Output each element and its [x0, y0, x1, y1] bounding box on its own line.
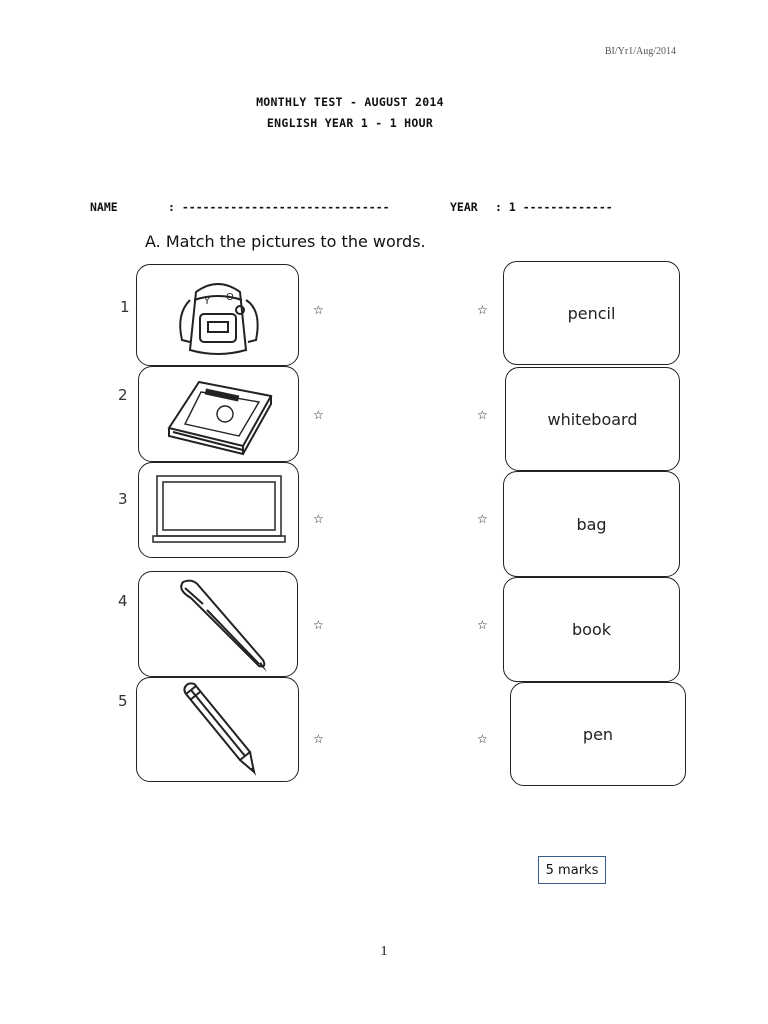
pen-icon — [163, 574, 273, 674]
word-box-pencil[interactable]: pencil — [503, 261, 680, 365]
svg-text:O: O — [225, 292, 234, 303]
name-field[interactable]: : ------------------------------ — [168, 200, 390, 214]
whiteboard-icon — [149, 470, 289, 550]
document-code: BI/Yr1/Aug/2014 — [604, 46, 676, 57]
bag-icon — [168, 270, 268, 360]
match-point-right[interactable]: ☆ — [477, 512, 488, 526]
match-point-left[interactable]: ☆ — [313, 303, 324, 317]
match-point-right[interactable]: ☆ — [477, 618, 488, 632]
picture-box-book[interactable] — [138, 366, 299, 462]
match-point-right[interactable]: ☆ — [477, 732, 488, 746]
pencil-icon — [168, 682, 268, 778]
picture-box-whiteboard[interactable] — [138, 462, 299, 558]
marks-box: 5 marks — [538, 856, 606, 884]
svg-text:Y: Y — [203, 296, 210, 307]
item-number: 2 — [118, 386, 128, 404]
picture-box-pen[interactable] — [138, 571, 298, 677]
match-point-left[interactable]: ☆ — [313, 618, 324, 632]
year-label: YEAR — [450, 200, 478, 214]
page-number: 1 — [380, 944, 388, 959]
word-box-whiteboard[interactable]: whiteboard — [505, 367, 680, 471]
book-icon — [159, 372, 279, 456]
item-number: 1 — [120, 298, 130, 316]
item-number: 3 — [118, 490, 128, 508]
match-point-right[interactable]: ☆ — [477, 303, 488, 317]
year-field[interactable]: : 1 ------------- — [495, 200, 613, 214]
match-point-left[interactable]: ☆ — [313, 408, 324, 422]
word-box-bag[interactable]: bag — [503, 471, 680, 577]
item-number: 5 — [118, 692, 128, 710]
item-number: 4 — [118, 592, 128, 610]
match-point-right[interactable]: ☆ — [477, 408, 488, 422]
section-heading: A. Match the pictures to the words. — [145, 232, 426, 251]
picture-box-pencil[interactable] — [136, 677, 299, 782]
word-box-pen[interactable]: pen — [510, 682, 686, 786]
test-title: MONTHLY TEST - AUGUST 2014 — [256, 95, 444, 109]
match-point-left[interactable]: ☆ — [313, 732, 324, 746]
test-subtitle: ENGLISH YEAR 1 - 1 HOUR — [266, 116, 434, 130]
word-box-book[interactable]: book — [503, 577, 680, 682]
match-point-left[interactable]: ☆ — [313, 512, 324, 526]
picture-box-bag[interactable] — [136, 264, 299, 366]
name-label: NAME — [90, 200, 118, 214]
